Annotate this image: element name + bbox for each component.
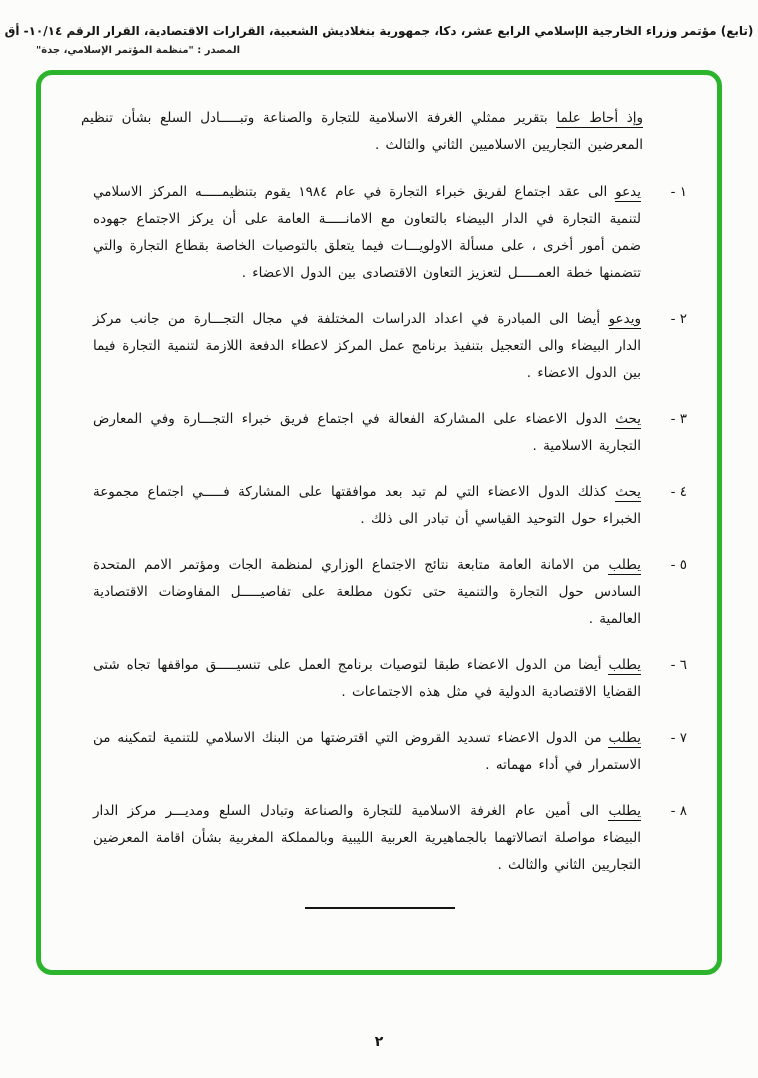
item-body-text: كذلك الدول الاعضاء التي لم تبد بعد موافقتها على المشاركة فـــــي اجتماع مجموعة الخبراء حول التوحيد القياسي أن تبادر الى ذلك . xyxy=(93,484,641,527)
item-number: ٨ - xyxy=(670,803,687,819)
intro-paragraph xyxy=(81,105,643,159)
item-number: ٣ - xyxy=(670,411,687,427)
item-body-text: الدول الاعضاء على المشاركة الفعالة في اجتماع فريق خبراء التجـــارة وفي المعارض التجارية الاسلامية . xyxy=(93,411,641,454)
item-number: ١ - xyxy=(670,184,687,200)
item-lead-underlined: يطلب xyxy=(608,803,641,819)
content-frame xyxy=(36,70,722,975)
resolution-item-3 xyxy=(71,406,689,460)
resolution-item-8 xyxy=(71,798,689,879)
intro-rest-text: بتقرير ممثلي الغرفة الاسلامية للتجارة والصناعة وتبـــــادل السلع بشأن تنظيم المعرضين التجاريين الاسلاميين الثاني والثالث . xyxy=(81,110,643,153)
item-text xyxy=(71,306,641,387)
closing-rule xyxy=(305,907,455,909)
item-text xyxy=(71,652,641,706)
item-text xyxy=(71,725,641,779)
document-source-line: المصدر : "منظمة المؤتمر الإسلامي، جدة" xyxy=(35,45,240,56)
resolution-item-6 xyxy=(71,652,689,706)
item-lead-underlined: يطلب xyxy=(608,730,641,746)
item-body-text: الى عقد اجتماع لفريق خبراء التجارة في عام ١٩٨٤ يقوم بتنظيمـــــه المركز الاسلامي لتنمية التجارة في الدار البيضاء بالتعاون مع الامانـــــة العامة على أن يركز الاجتماع جهوده ضمن أمور أخرى ، على مسألة الاولويـــات فيما يتعلق بالتوصيات الخاصة بقطاع التجارة والتي تتضمنها خطة العمـــــل لتعزيز التعاون الاقتصادى بين الدول الاعضاء . xyxy=(93,184,641,281)
resolution-item-1 xyxy=(71,179,689,287)
resolution-item-5 xyxy=(71,552,689,633)
item-text xyxy=(71,798,641,879)
resolution-item-7 xyxy=(71,725,689,779)
item-text xyxy=(71,552,641,633)
intro-lead-underlined: وإذ أحاط علما xyxy=(556,110,643,126)
resolution-item-4 xyxy=(71,479,689,533)
resolution-item-2 xyxy=(71,306,689,387)
item-lead-underlined: يطلب xyxy=(608,557,641,573)
item-lead-underlined: يدعو xyxy=(615,184,642,200)
document-header-title: (تابع) مؤتمر وزراء الخارجية الإسلامي الرابع عشر، دكا، جمهورية بنغلاديش الشعبية، القرارات الاقتصادية، القرار الرقم ١٠/١٤- أق xyxy=(4,24,754,38)
item-text xyxy=(71,179,641,287)
item-number: ٥ - xyxy=(670,557,687,573)
item-lead-underlined: يطلب xyxy=(608,657,641,673)
item-text xyxy=(71,479,641,533)
item-body-text: من الامانة العامة متابعة نتائج الاجتماع الوزاري لمنظمة الجات ومؤتمر الامم المتحدة السادس حول التجارة والتنمية حتى تكون مطلعة على تفاصيـــــل المفاوضات الاقتصادية العالمية . xyxy=(93,557,641,627)
item-text xyxy=(71,406,641,460)
item-lead-underlined: يحث xyxy=(615,484,641,500)
item-lead-underlined: يحث xyxy=(615,411,641,427)
item-number: ٧ - xyxy=(670,730,687,746)
item-body-text: من الدول الاعضاء تسديد القروض التي اقترضتها من البنك الاسلامي للتنمية لتمكينه من الاستمرار في أداء مهماته . xyxy=(93,730,641,773)
item-number: ٤ - xyxy=(670,484,687,500)
item-body-text: أيضا الى المبادرة في اعداد الدراسات المختلفة في مجال التجـــارة من جانب مركز الدار البيضاء والى التعجيل بتنفيذ برنامج عمل المركز لاعطاء الدفعة اللازمة لتنمية التجارة فيما بين الدول الاعضاء . xyxy=(93,311,641,381)
item-lead-underlined: ويدعو xyxy=(608,311,641,327)
page-number: ٢ xyxy=(374,1034,384,1050)
item-number: ٢ - xyxy=(670,311,687,327)
item-number: ٦ - xyxy=(670,657,687,673)
item-body-text: الى أمين عام الغرفة الاسلامية للتجارة والصناعة وتبادل السلع ومديـــر مركز الدار البيضاء مواصلة اتصالاتهما بالجماهيرية العربية الليبية وبالمملكة المغربية بشأن اقامة المعرضين التجاريين الثاني والثالث . xyxy=(93,803,641,873)
item-body-text: أيضا من الدول الاعضاء طبقا لتوصيات برنامج العمل على تنسيـــــق مواقفها تجاه شتى القضايا الاقتصادية الدولية في مثل هذه الاجتماعات . xyxy=(93,657,641,700)
